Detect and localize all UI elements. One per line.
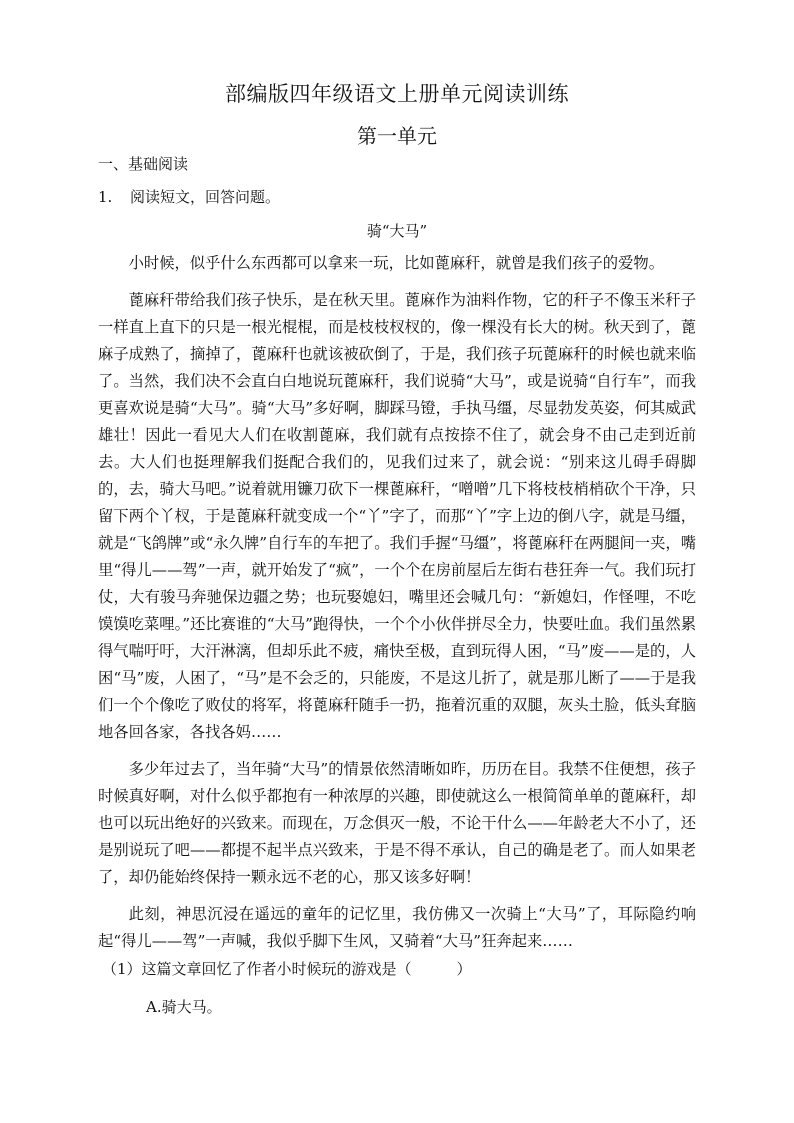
section-heading: 一、基础阅读 xyxy=(98,155,189,173)
passage-paragraph-3: 多少年过去了，当年骑“大马”的情景依然清晰如昨，历历在目。我禁不住便想，孩子时候真好啊，对什么似乎都抱有一种浓厚的兴趣，即使就这么一根简简单单的蓖麻秆，却也可以玩出绝好的兴致来。而现在，万念俱灭一般，不论干什么——年龄老大不小了，还是别说玩了吧——都提不起半点兴致来，于是不得不承认，自己的确是老了。而人如果老了，却仍能始终保持一颗永远不老的心，那又该多好啊！ xyxy=(98,760,696,886)
passage-paragraph-1: 小时候，似乎什么东西都可以拿来一玩，比如蓖麻秆，就曾是我们孩子的爱物。 xyxy=(128,254,664,272)
passage-paragraph-2: 蓖麻秆带给我们孩子快乐，是在秋天里。蓖麻作为油料作物，它的秆子不像玉米秆子一样直上直下的只是一根光棍棍，而是枝枝杈杈的，像一棵没有长大的树。秋天到了，蓖麻子成熟了，摘掉了，蓖麻秆也就该被砍倒了，于是，我们孩子玩蓖麻秆的时候也就来临了。当然，我们决不会直白白地说玩蓖麻秆，我们说骑“大马”，或是说骑“自行车”，而我更喜欢说是骑“大马”。骑“大马”多好啊，脚踩马镫，手执马缰，尽显勃发英姿，何其威武雄壮！因此一看见大人们在收割蓖麻，我们就有点按捺不住了，就会身不由己走到近前去。大人们也挺理解我们挺配合我们的，见我们过来了，就会说：“别来这儿碍手碍脚的，去，骑大马吧。”说着就用镰刀砍下一棵蓖麻秆，“噌噌”几下将枝枝梢梢砍个干净，只留下两个丫杈，于是蓖麻秆就变成一个“丫”字了，而那“丫”字上边的倒八字，就是马缰，就是“飞鸽牌”或“永久牌”自行车的车把了。我们手握“马缰”，将蓖麻秆在两腿间一夹，嘴里“得儿——驾”一声，就开始发了“疯”，一个个在房前屋后左街右巷狂奔一气。我们玩打仗，大有骏马奔驰保边疆之势；也玩娶媳妇，嘴里还会喊几句：“新媳妇，作怪哩，不吃馍馍吃菜哩。”还比赛谁的“大马”跑得快，一个个小伙伴拼尽全力，快要吐血。我们虽然累得气喘吁吁，大汗淋漓，但却乐此不疲，痛快至极，直到玩得人困，“马”废——是的，人困“马”废，人困了，“马”是不会乏的，只能废，不是这儿折了，就是那儿断了——于是我们一个个像吃了败仗的将军，将蓖麻秆随手一扔，拖着沉重的双腿，灰头土脸，低头耷脑地各回各家，各找各妈…… xyxy=(98,291,696,741)
passage-title: 骑“大马” xyxy=(366,222,428,240)
passage-paragraph-4: 此刻，神思沉浸在遥远的童年的记忆里，我仿佛又一次骑上“大马”了，耳际隐约响起“得儿——驾”一声喊，我似乎脚下生风，又骑着“大马”狂奔起来…… xyxy=(98,905,696,950)
question-1 xyxy=(98,186,280,207)
option-a: A.骑大马。 xyxy=(146,998,222,1016)
unit-title: 第一单元 xyxy=(357,124,437,148)
passage-body xyxy=(98,250,696,965)
document-title: 部编版四年级语文上册单元阅读训练 xyxy=(225,82,569,106)
sub-question-1: （1）这篇文章回忆了作者小时候玩的游戏是（ ） xyxy=(102,960,472,978)
question-number: 1. xyxy=(98,188,113,206)
question-instruction: 阅读短文，回答问题。 xyxy=(130,188,281,206)
